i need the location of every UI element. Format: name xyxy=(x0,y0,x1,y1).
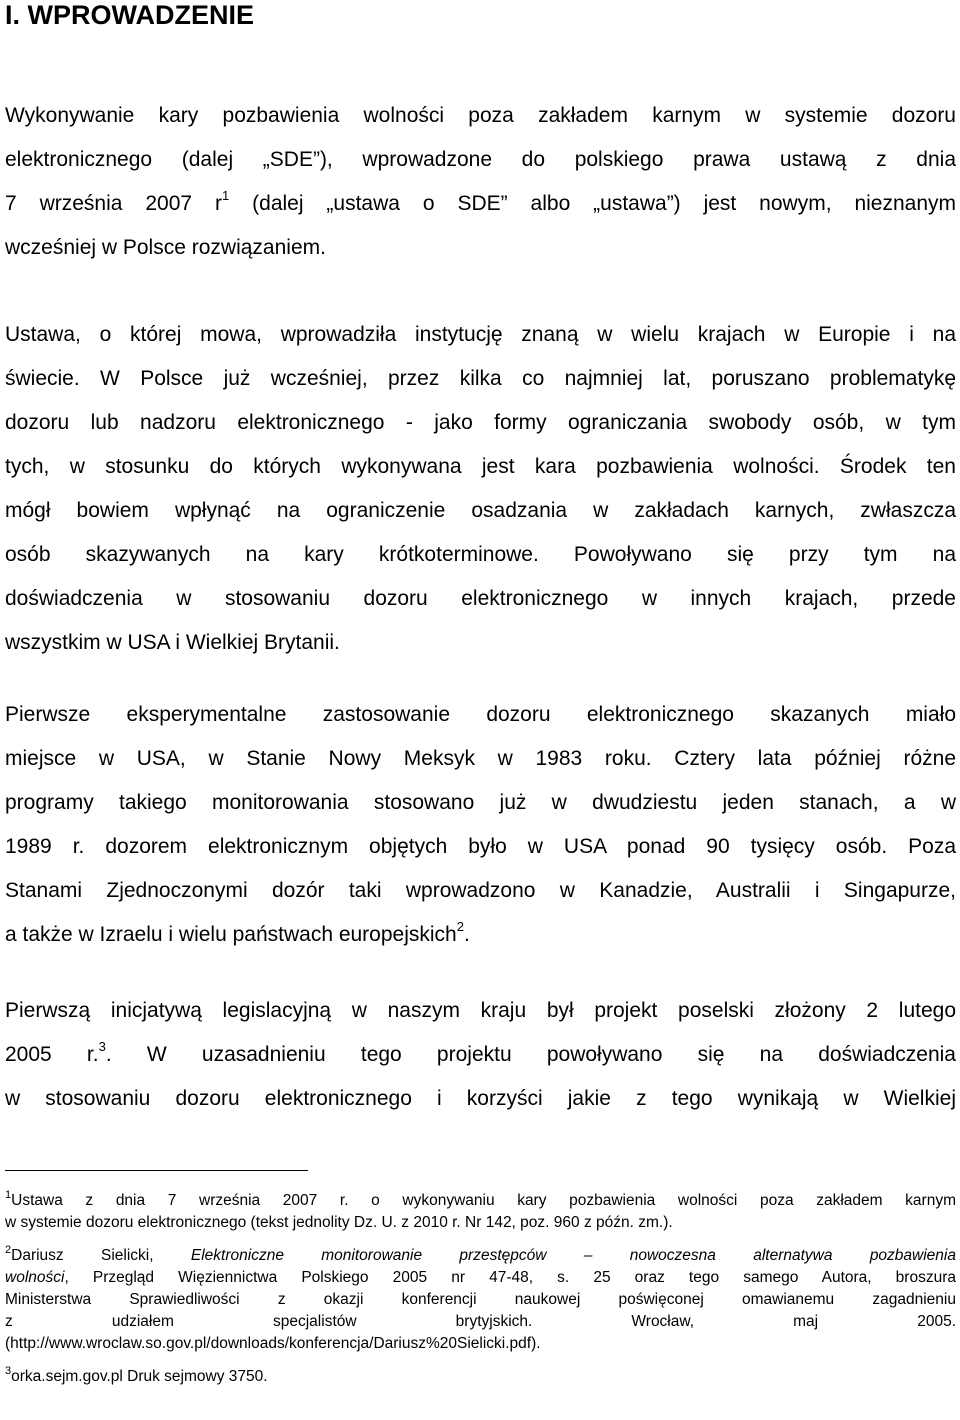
paragraph-4 xyxy=(5,989,956,1121)
footnote-line xyxy=(5,1267,956,1289)
line-text: (dalej „ustawa o SDE” albo „ustawa”) jest nowym, nieznanym xyxy=(229,192,956,215)
document-page xyxy=(5,0,956,1121)
paragraph-line: doświadczenia w stosowaniu dozoru elektronicznego w innych krajach, przede xyxy=(5,587,956,610)
line-text: . W uzasadnieniu tego projektu powoływano się na doświadczenia xyxy=(105,1043,956,1066)
footnote-text: Ustawa z dnia 7 września 2007 r. o wykonywaniu kary pozbawienia wolności poza zakładem karnym xyxy=(11,1192,956,1209)
paragraph-line: miejsce w USA, w Stanie Nowy Meksyk w 1983 roku. Cztery lata później różne xyxy=(5,747,956,770)
footnote-1 xyxy=(5,1190,956,1234)
footnote-3 xyxy=(5,1366,956,1388)
paragraph-line: tych, w stosunku do których wykonywana jest kara pozbawienia wolności. Środek ten xyxy=(5,455,956,478)
footnote-marker: 3 xyxy=(5,1364,12,1377)
paragraph-line: Stanami Zjednoczonymi dozór taki wprowadzono w Kanadzie, Australii i Singapurze, xyxy=(5,879,956,902)
paragraph-line: Wykonywanie kary pozbawienia wolności poza zakładem karnym w systemie dozoru xyxy=(5,104,956,127)
footnote-line xyxy=(5,1245,956,1267)
footnote-separator xyxy=(5,1170,308,1171)
paragraph-line xyxy=(5,913,956,957)
line-text: 7 września 2007 r xyxy=(5,192,222,215)
paragraph-line xyxy=(5,182,956,226)
paragraph-line: elektronicznego (dalej „SDE”), wprowadzone do polskiego prawa ustawą z dnia xyxy=(5,148,956,171)
line-text: . xyxy=(463,923,470,946)
footnote-ref-1[interactable]: 1 xyxy=(222,188,230,203)
footnote-ref-3[interactable]: 3 xyxy=(98,1039,106,1054)
footnote-line: Ministerstwa Sprawiedliwości z okazji konferencji naukowej poświęconej omawianemu zagadnieniu xyxy=(5,1291,956,1308)
footnote-line: w systemie dozoru elektronicznego (tekst jednolity Dz. U. z 2010 r. Nr 142, poz. 960 z późn. zm.). xyxy=(5,1214,673,1231)
footnote-link[interactable]: (http://www.wroclaw.so.gov.pl/downloads/konferencja/Dariusz%20Sielicki.pdf). xyxy=(5,1335,541,1352)
paragraph-1 xyxy=(5,94,956,270)
footnote-line: z udziałem specjalistów brytyjskich. Wrocław, maj 2005. xyxy=(5,1313,956,1330)
footnote-title: Elektroniczne monitorowanie przestępców – nowoczesna alternatywa pozbawienia xyxy=(190,1247,956,1264)
footnote-2 xyxy=(5,1245,956,1355)
footnote-author: Dariusz Sielicki, xyxy=(11,1247,191,1264)
paragraph-3 xyxy=(5,693,956,957)
line-text: a także w Izraelu i wielu państwach europejskich xyxy=(5,923,457,946)
paragraph-line: Pierwsze eksperymentalne zastosowanie dozoru elektronicznego skazanych miało xyxy=(5,703,956,726)
paragraph-line: osób skazywanych na kary krótkoterminowe. Powoływano się przy tym na xyxy=(5,543,956,566)
footnote-line xyxy=(5,1190,956,1212)
paragraph-line: wszystkim w USA i Wielkiej Brytanii. xyxy=(5,631,340,654)
footnote-title: wolności xyxy=(5,1269,65,1286)
paragraph-line: Pierwszą inicjatywą legislacyjną w naszym kraju był projekt poselski złożony 2 lutego xyxy=(5,999,956,1022)
footnote-text: orka.sejm.gov.pl Druk sejmowy 3750. xyxy=(11,1368,268,1385)
paragraph-line: mógł bowiem wpłynąć na ograniczenie osadzania w zakładach karnych, zwłaszcza xyxy=(5,499,956,522)
line-text: 2005 r. xyxy=(5,1043,99,1066)
paragraph-line xyxy=(5,1033,956,1077)
paragraph-line: 1989 r. dozorem elektronicznym objętych było w USA ponad 90 tysięcy osób. Poza xyxy=(5,835,956,858)
paragraph-line: dozoru lub nadzoru elektronicznego - jako formy ograniczania swobody osób, w tym xyxy=(5,411,956,434)
footnote-marker: 2 xyxy=(5,1243,12,1256)
footnote-marker: 1 xyxy=(5,1188,12,1201)
paragraph-line: świecie. W Polsce już wcześniej, przez kilka co najmniej lat, poruszano problematykę xyxy=(5,367,956,390)
footnote-line xyxy=(5,1366,956,1388)
paragraph-line: w stosowaniu dozoru elektronicznego i korzyści jakie z tego wynikają w Wielkiej xyxy=(5,1087,956,1110)
footnote-ref-2[interactable]: 2 xyxy=(456,919,464,934)
section-heading: I. WPROWADZENIE xyxy=(5,0,254,30)
paragraph-line: Ustawa, o której mowa, wprowadziła instytucję znaną w wielu krajach w Europie i na xyxy=(5,323,956,346)
footnote-text: , Przegląd Więziennictwa Polskiego 2005 nr 47-48, s. 25 oraz tego samego Autora, broszura xyxy=(64,1269,956,1286)
paragraph-2 xyxy=(5,313,956,665)
footnotes xyxy=(5,1190,956,1388)
paragraph-line: programy takiego monitorowania stosowano już w dwudziestu jeden stanach, a w xyxy=(5,791,956,814)
paragraph-line: wcześniej w Polsce rozwiązaniem. xyxy=(5,236,326,259)
